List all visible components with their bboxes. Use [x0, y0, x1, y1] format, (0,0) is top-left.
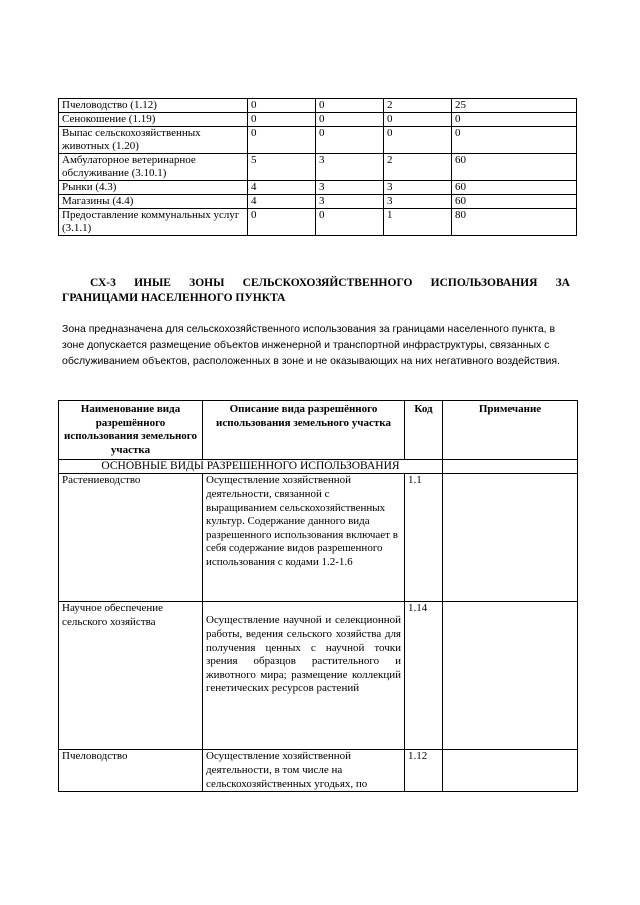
value-cell: 0: [452, 127, 577, 154]
value-cell: 0: [248, 113, 316, 127]
intro-paragraph: Зона предназначена для сельскохозяйственного использования за границами населенного пункта, в зоне допускается размещение объектов инженерной и транспортной инфраструктуры, связанных с обслуживанием объектов, расположенных в зоне и не оказывающих на них негативного воздействия.: [62, 323, 560, 367]
column-header-note: Примечание: [443, 401, 578, 460]
section-heading: СХ-3 ИНЫЕ ЗОНЫ СЕЛЬСКОХОЗЯЙСТВЕННОГО ИСПОЛЬЗОВАНИЯ ЗА ГРАНИЦАМИ НАСЕЛЕННОГО ПУНКТА: [62, 277, 570, 304]
value-cell: 0: [384, 113, 452, 127]
table-row: [59, 474, 578, 602]
value-cell: 60: [452, 195, 577, 209]
value-cell: 0: [316, 127, 384, 154]
use-type-cell: Пчеловодство (1.12): [59, 99, 248, 113]
table-row: [59, 602, 578, 750]
value-cell: 60: [452, 181, 577, 195]
table-row: [59, 195, 577, 209]
value-cell: 0: [316, 113, 384, 127]
use-description-cell: [203, 602, 405, 750]
use-note-cell: [443, 602, 578, 750]
table-row: [59, 99, 577, 113]
value-cell: 3: [316, 154, 384, 181]
value-cell: 60: [452, 154, 577, 181]
table-row: [59, 181, 577, 195]
use-type-cell: Сенокошение (1.19): [59, 113, 248, 127]
value-cell: 3: [384, 195, 452, 209]
use-description-cell: Осуществление хозяйственной деятельности, связанной с выращиванием сельскохозяйственных культур. Содержание данного вида разрешенного использования включает в себя содержание видов разрешенного использования с кодами 1.2-1.6: [203, 474, 405, 602]
value-cell: 0: [316, 99, 384, 113]
use-type-cell: Предоставление коммунальных услуг (3.1.1): [59, 209, 248, 236]
use-note-cell: [443, 474, 578, 602]
use-type-cell: Рынки (4.3): [59, 181, 248, 195]
table-row: [59, 127, 577, 154]
use-name-cell: Растениеводство: [59, 474, 203, 602]
value-cell: 80: [452, 209, 577, 236]
table-header-row: [59, 401, 578, 460]
value-cell: 3: [316, 195, 384, 209]
section-row: [59, 460, 578, 474]
value-cell: 1: [384, 209, 452, 236]
use-description-text: Осуществление научной и селекционной работы, ведения сельского хозяйства для получения ценных с научной точки зрения образцов растительного и животного мира; размещение коллекций генетических ресурсов растений: [206, 614, 401, 695]
use-type-cell: Амбулаторное ветеринарное обслуживание (3.10.1): [59, 154, 248, 181]
parameters-table: [58, 98, 577, 236]
section-row-empty: [443, 460, 578, 474]
table-row: [59, 154, 577, 181]
use-name-cell: Пчеловодство: [59, 750, 203, 792]
section-row-label: ОСНОВНЫЕ ВИДЫ РАЗРЕШЕННОГО ИСПОЛЬЗОВАНИЯ: [59, 460, 443, 474]
value-cell: 4: [248, 181, 316, 195]
table-row: [59, 209, 577, 236]
value-cell: 25: [452, 99, 577, 113]
value-cell: 0: [316, 209, 384, 236]
use-name-cell: Научное обеспечение сельского хозяйства: [59, 602, 203, 750]
use-type-cell: Выпас сельскохозяйственных животных (1.20): [59, 127, 248, 154]
use-description-cell: Осуществление хозяйственной деятельности, в том числе на сельскохозяйственных угодьях, по: [203, 750, 405, 792]
table-row: [59, 113, 577, 127]
value-cell: 0: [248, 99, 316, 113]
value-cell: 0: [248, 127, 316, 154]
use-code-cell: 1.14: [405, 602, 443, 750]
use-code-cell: 1.1: [405, 474, 443, 602]
value-cell: 3: [384, 181, 452, 195]
value-cell: 5: [248, 154, 316, 181]
value-cell: 3: [316, 181, 384, 195]
use-note-cell: [443, 750, 578, 792]
value-cell: 0: [384, 127, 452, 154]
value-cell: 2: [384, 154, 452, 181]
value-cell: 4: [248, 195, 316, 209]
column-header-code: Код: [405, 401, 443, 460]
value-cell: 0: [248, 209, 316, 236]
use-type-cell: Магазины (4.4): [59, 195, 248, 209]
column-header-description: Описание вида разрешённого использования земельного участка: [203, 401, 405, 460]
value-cell: 0: [452, 113, 577, 127]
column-header-name: Наименование вида разрешённого использования земельного участка: [59, 401, 203, 460]
table-row: [59, 750, 578, 792]
land-use-table: [58, 400, 578, 792]
use-code-cell: 1.12: [405, 750, 443, 792]
value-cell: 2: [384, 99, 452, 113]
